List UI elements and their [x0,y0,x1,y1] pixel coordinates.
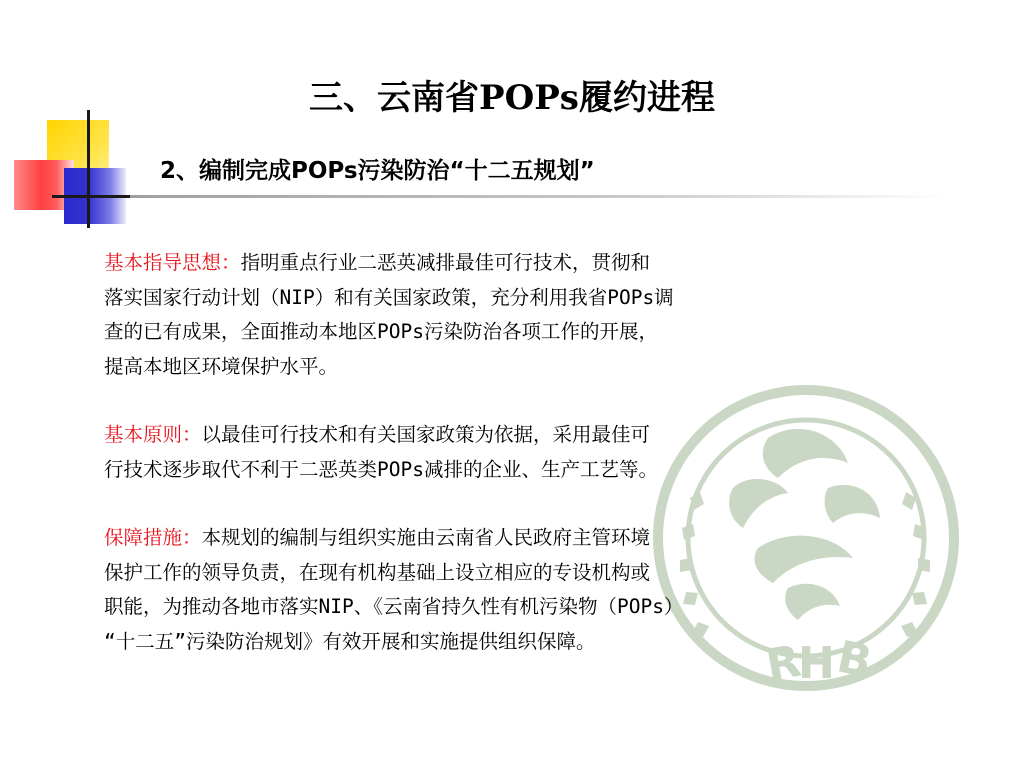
paragraph-line: “十二五”污染防治规划》有效开展和实施提供组织保障。 [104,629,596,653]
paragraph-line [104,521,934,556]
section-label: 基本原则： [104,423,202,446]
paragraph-line [104,418,934,453]
svg-text:H: H [798,638,835,689]
paragraph-text: 本规划的编制与组织实施由云南省人民政府主管环境 [201,526,651,549]
paragraph-line [104,246,934,281]
section-label: 保障措施： [104,526,202,549]
slide-subtitle: 2、编制完成POPs污染防治“十二五规划” [160,158,595,184]
horizontal-rule-dark [52,195,132,198]
paragraph-text: 以最佳可行技术和有关国家政策为依据，采用最佳可 [201,423,651,446]
safeguard-measures-paragraph [104,521,934,659]
section-label: 基本指导思想： [104,251,241,274]
paragraph-line: 查的已有成果，全面推动本地区POPs污染防治各项工作的开展， [104,320,658,343]
guiding-ideology-paragraph [104,246,934,384]
vertical-rule [87,110,90,228]
basic-principles-paragraph [104,418,934,487]
paragraph-line: 保护工作的领导负责，在现有机构基础上设立相应的专设机构或 [104,560,651,584]
paragraph-text: 指明重点行业二恶英减排最佳可行技术，贯彻和 [240,251,651,274]
paragraph-line: 职能，为推动各地市落实NIP、《云南省持久性有机污染物（POPs） [104,595,684,618]
svg-text:B: B [832,631,877,689]
paragraph-line: 行技术逐步取代不利于二恶英类POPs减排的企业、生产工艺等。 [104,457,658,481]
paragraph-line: 落实国家行动计划（NIP）和有关国家政策，充分利用我省POPs调 [104,285,674,309]
content-body [104,246,934,693]
slide-title: 三、云南省POPs履约进程 [309,78,715,118]
paragraph-line: 提高本地区环境保护水平。 [104,354,339,378]
svg-text:R: R [762,635,805,692]
horizontal-rule-fade [130,195,950,198]
